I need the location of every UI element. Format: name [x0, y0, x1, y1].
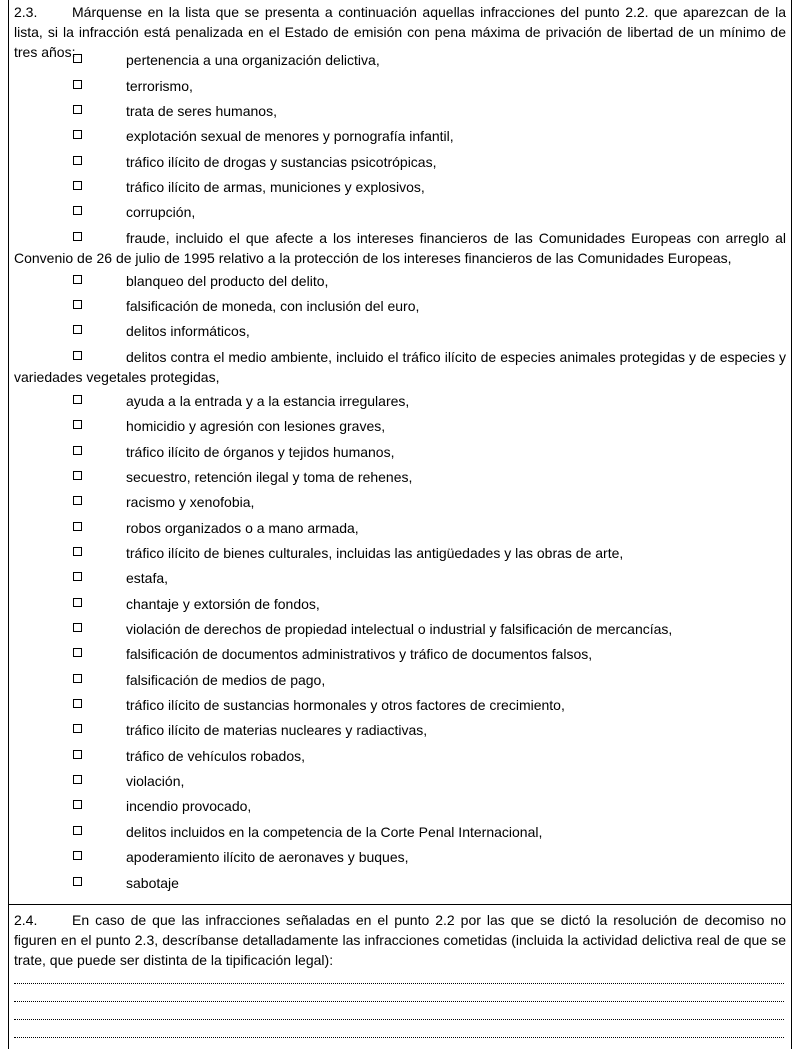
section-text: Márquense en la lista que se presenta a continuación aquellas infracciones del punto 2.2. que aparezcan de la lista, si la infracción está penalizada en el Estado de emisión con pena máxima de privación de libertad de un mínimo de tres años:: [14, 4, 786, 60]
checklist-item-label: ayuda a la entrada y a la estancia irregulares,: [126, 393, 410, 409]
answer-line: [14, 1036, 784, 1038]
right-border: [791, 0, 792, 1049]
answer-line: [14, 1018, 784, 1020]
checklist-item: [14, 228, 786, 268]
checkbox[interactable]: [73, 775, 82, 784]
checklist-item-label: tráfico ilícito de órganos y tejidos humanos,: [126, 444, 395, 460]
checklist-item: [14, 347, 786, 387]
section-number: 2.4.: [14, 912, 38, 928]
checkbox[interactable]: [73, 598, 82, 607]
checkbox[interactable]: [73, 522, 82, 531]
checkbox[interactable]: [73, 275, 82, 284]
left-border: [8, 0, 9, 1049]
checkbox[interactable]: [73, 851, 82, 860]
checklist-item-label: terrorismo,: [126, 78, 193, 94]
answer-line: [14, 982, 784, 984]
checklist-item-label: corrupción,: [126, 204, 196, 220]
checkbox[interactable]: [73, 54, 82, 63]
checklist-item-label: delitos incluidos en la competencia de la Corte Penal Internacional,: [126, 824, 543, 840]
checkbox[interactable]: [73, 325, 82, 334]
checklist-item-label: delitos contra el medio ambiente, incluido el tráfico ilícito de especies animales protegidas y de especies y variedades vegetales protegidas,: [14, 349, 786, 385]
checklist-item-label: falsificación de medios de pago,: [126, 672, 326, 688]
checklist-item-label: robos organizados o a mano armada,: [126, 520, 359, 536]
checklist-item-label: tráfico ilícito de armas, municiones y explosivos,: [126, 179, 425, 195]
checkbox[interactable]: [73, 496, 82, 505]
checklist-item-label: blanqueo del producto del delito,: [126, 273, 329, 289]
checkbox[interactable]: [73, 674, 82, 683]
checkbox[interactable]: [73, 547, 82, 556]
checkbox[interactable]: [73, 130, 82, 139]
checklist-item-label: falsificación de moneda, con inclusión del euro,: [126, 298, 420, 314]
checklist-item-label: tráfico ilícito de sustancias hormonales y otros factores de crecimiento,: [126, 697, 565, 713]
checkbox[interactable]: [73, 300, 82, 309]
checkbox[interactable]: [73, 395, 82, 404]
checkbox[interactable]: [73, 877, 82, 886]
checkbox[interactable]: [73, 471, 82, 480]
checkbox[interactable]: [73, 232, 82, 241]
checkbox[interactable]: [73, 181, 82, 190]
checklist-item-label: tráfico de vehículos robados,: [126, 748, 305, 764]
checkbox[interactable]: [73, 826, 82, 835]
checkbox[interactable]: [73, 206, 82, 215]
checklist-item-label: tráfico ilícito de materias nucleares y radiactivas,: [126, 722, 428, 738]
section-text: En caso de que las infracciones señaladas en el punto 2.2 por las que se dictó la resolución de decomiso no figuren en el punto 2.3, descríbanse detalladamente las infracciones cometidas (incluida la actividad delictiva real de que se trate, que puede ser distinta de la tipificación legal):: [14, 912, 786, 968]
checklist-item-label: homicidio y agresión con lesiones graves,: [126, 418, 386, 434]
section-number: 2.3.: [14, 4, 38, 20]
checkbox[interactable]: [73, 420, 82, 429]
checklist-item-label: incendio provocado,: [126, 798, 252, 814]
section-2-4: [14, 910, 786, 970]
checkbox[interactable]: [73, 623, 82, 632]
checkbox[interactable]: [73, 699, 82, 708]
checkbox[interactable]: [73, 572, 82, 581]
checklist-item-label: secuestro, retención ilegal y toma de rehenes,: [126, 469, 413, 485]
checkbox[interactable]: [73, 80, 82, 89]
checkbox[interactable]: [73, 446, 82, 455]
checklist-item-label: violación,: [126, 773, 185, 789]
checklist-item-label: fraude, incluido el que afecte a los intereses financieros de las Comunidades Europeas con arreglo al Convenio de 26 de julio de 1995 relativo a la protección de los intereses financieros de las Comunidades Europeas,: [14, 230, 786, 266]
checklist-item-label: violación de derechos de propiedad intelectual o industrial y falsificación de mercancías,: [126, 621, 673, 637]
checkbox[interactable]: [73, 156, 82, 165]
checklist-item-label: tráfico ilícito de drogas y sustancias psicotrópicas,: [126, 154, 437, 170]
checkbox[interactable]: [73, 351, 82, 360]
checklist-item-label: estafa,: [126, 570, 169, 586]
checklist-item-label: trata de seres humanos,: [126, 103, 277, 119]
checklist-item-label: sabotaje: [126, 875, 179, 891]
checklist-item-label: explotación sexual de menores y pornografía infantil,: [126, 128, 454, 144]
checklist-item-label: tráfico ilícito de bienes culturales, incluidas las antigüedades y las obras de arte,: [126, 545, 624, 561]
checklist-item-label: falsificación de documentos administrativos y tráfico de documentos falsos,: [126, 646, 593, 662]
section-divider: [8, 904, 792, 905]
checklist-item-label: apoderamiento ilícito de aeronaves y buques,: [126, 849, 409, 865]
answer-line: [14, 1000, 784, 1002]
checklist-item-label: delitos informáticos,: [126, 323, 250, 339]
checklist-item-label: chantaje y extorsión de fondos,: [126, 596, 320, 612]
checklist-item-label: racismo y xenofobia,: [126, 494, 255, 510]
checkbox[interactable]: [73, 648, 82, 657]
checkbox[interactable]: [73, 724, 82, 733]
checklist-item-label: pertenencia a una organización delictiva,: [126, 52, 380, 68]
checkbox[interactable]: [73, 105, 82, 114]
checkbox[interactable]: [73, 800, 82, 809]
checkbox[interactable]: [73, 750, 82, 759]
